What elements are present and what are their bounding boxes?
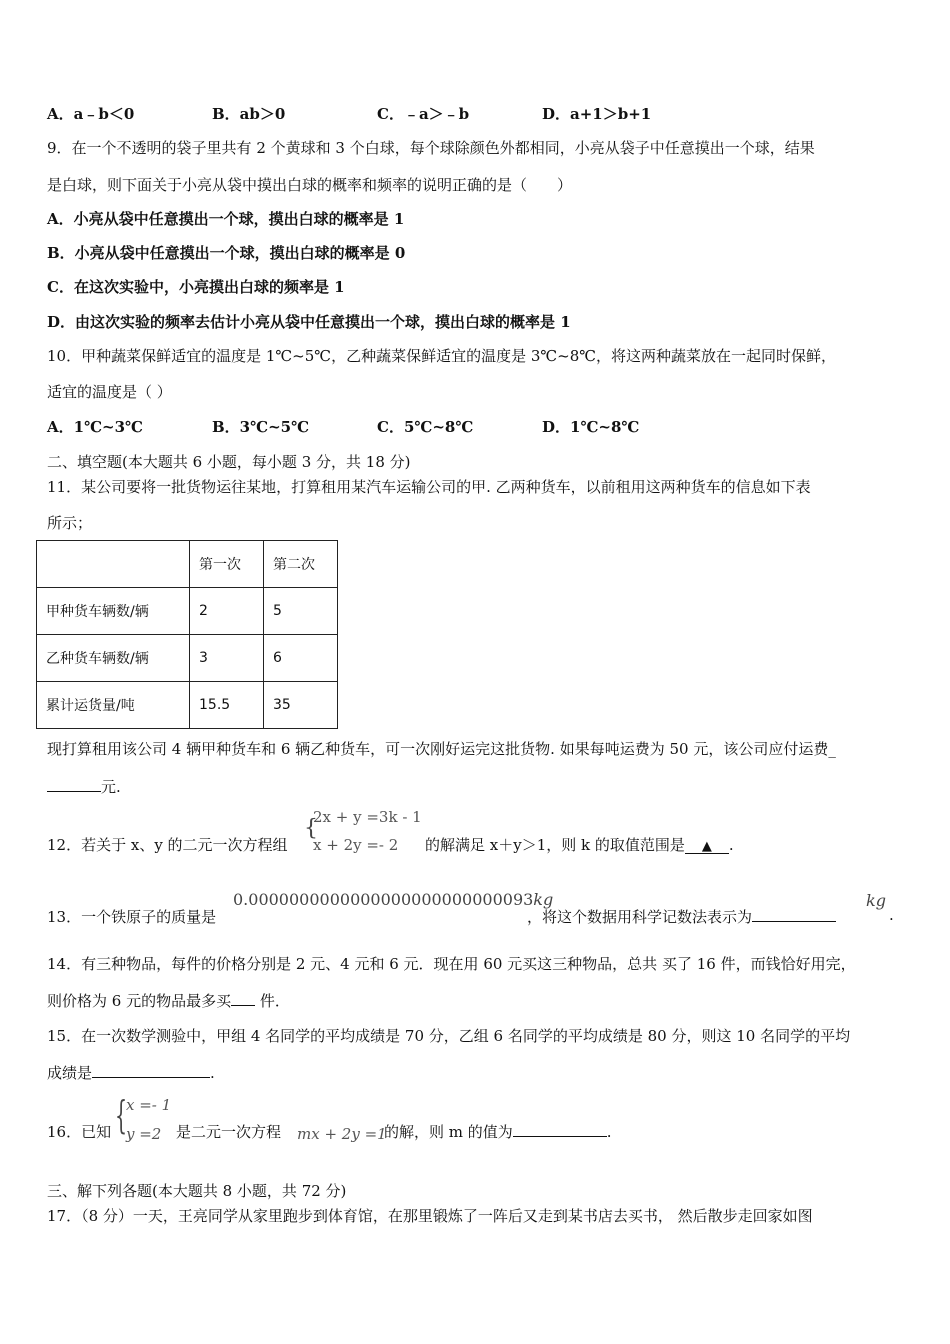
q10-stem-line1: 10．甲种蔬菜保鲜适宜的温度是 1℃~5℃，乙种蔬菜保鲜适宜的温度是 3℃~8℃，将这两种蔬菜放在一起同时保鲜， bbox=[47, 347, 837, 365]
q15-end: . bbox=[210, 1064, 215, 1082]
answer-blank[interactable] bbox=[513, 1122, 607, 1137]
q11-after-line2-wrap bbox=[47, 776, 121, 797]
answer-blank[interactable] bbox=[92, 1063, 210, 1078]
q13-end: . bbox=[889, 906, 894, 924]
q8-option-c: C．﹣a＞﹣b bbox=[377, 105, 470, 123]
q15-line2-prefix: 成绩是 bbox=[47, 1064, 93, 1082]
q16-eq1: x =- 1 bbox=[126, 1096, 172, 1114]
q13-unit: kg bbox=[533, 890, 554, 909]
q9-option-c: C．在这次实验中，小亮摸出白球的频率是 1 bbox=[47, 278, 345, 296]
left-brace-icon: { bbox=[115, 1093, 128, 1137]
q10-option-c: C．5℃~8℃ bbox=[377, 418, 474, 436]
q8-option-d: D．a+1＞b+1 bbox=[542, 105, 652, 123]
q9-option-d: D．由这次实验的频率去估计小亮从袋中任意摸出一个球，摸出白球的概率是 1 bbox=[47, 313, 571, 331]
table-cell: 6 bbox=[264, 635, 338, 682]
q14-line2-wrap bbox=[47, 990, 290, 1011]
answer-blank[interactable] bbox=[752, 907, 836, 922]
table-header-cell: 第一次 bbox=[190, 541, 264, 588]
q8-option-a: A．a﹣b＜0 bbox=[47, 105, 135, 123]
q14-line2-prefix: 则价格为 6 元的物品最多买 bbox=[47, 992, 232, 1010]
q15-line2-wrap bbox=[47, 1062, 215, 1083]
q9-stem-line2: 是白球，则下面关于小亮从袋中摸出白球的概率和频率的说明正确的是（ ） bbox=[47, 176, 573, 194]
q16-end: . bbox=[606, 1123, 612, 1141]
q10-stem-line2: 适宜的温度是（ ） bbox=[47, 383, 172, 401]
table-cell: 5 bbox=[264, 588, 338, 635]
q11-stem-line2: 所示； bbox=[47, 514, 93, 532]
table-cell: 3 bbox=[190, 635, 264, 682]
q11-after-line2: 元. bbox=[101, 778, 121, 796]
q16-suffix-wrap bbox=[384, 1121, 612, 1142]
q10-option-a: A．1℃~3℃ bbox=[47, 418, 144, 436]
q16-middle: 是二元一次方程 bbox=[176, 1123, 282, 1141]
answer-blank[interactable] bbox=[47, 777, 101, 792]
q11-after-line1: 现打算租用该公司 4 辆甲种货车和 6 辆乙种货车，可一次刚好运完这批货物. 如果每吨运费为 50 元，该公司应付运费_ bbox=[47, 740, 836, 758]
q16-equation: mx + 2y =1 bbox=[297, 1125, 387, 1143]
section3-title: 三、解下列各题(本大题共 8 小题，共 72 分) bbox=[47, 1182, 347, 1200]
q13-middle-wrap bbox=[527, 906, 836, 927]
table-cell: 2 bbox=[190, 588, 264, 635]
section2-title: 二、填空题(本大题共 6 小题，每小题 3 分，共 18 分) bbox=[47, 453, 411, 471]
q16-eq2: y =2 bbox=[126, 1125, 162, 1143]
q10-option-b: B．3℃~5℃ bbox=[212, 418, 310, 436]
answer-blank[interactable] bbox=[685, 838, 729, 854]
q9-stem-line1: 9．在一个不透明的袋子里共有 2 个黄球和 3 个白球，每个球除颜色外都相同，小亮从袋子中任意摸出一个球，结果 bbox=[47, 139, 815, 157]
table-row bbox=[37, 635, 338, 682]
q8-option-b: B．ab＞0 bbox=[212, 105, 286, 123]
q15-line1: 15．在一次数学测验中，甲组 4 名同学的平均成绩是 70 分，乙组 6 名同学的平均成绩是 80 分，则这 10 名同学的平均 bbox=[47, 1027, 851, 1045]
q12-end: . bbox=[728, 836, 734, 854]
answer-blank[interactable] bbox=[231, 991, 255, 1006]
q9-option-b: B．小亮从袋中任意摸出一个球，摸出白球的概率是 0 bbox=[47, 244, 406, 262]
q13-value: 0.0000000000000000000000000093 bbox=[233, 890, 534, 909]
q12-suffix: 的解满足 x＋y＞1，则 k 的取值范围是 bbox=[425, 836, 685, 854]
left-brace-icon: { bbox=[304, 816, 318, 841]
q14-line2-suffix: 件． bbox=[255, 992, 290, 1010]
table-cell: 甲种货车辆数/辆 bbox=[37, 588, 190, 635]
q12-suffix-wrap bbox=[425, 834, 734, 855]
q12-eq1: 2x + y =3k - 1 bbox=[313, 808, 422, 826]
q12-eq2: x + 2y =- 2 bbox=[313, 836, 399, 854]
table-cell: 15.5 bbox=[190, 682, 264, 729]
triangle-marker-icon: ▲ bbox=[701, 839, 712, 854]
table-header-row bbox=[37, 541, 338, 588]
q17-line1: 17．（8 分）一天，王亮同学从家里跑步到体育馆，在那里锻炼了一阵后又走到某书店去买书， 然后散步走回家如图 bbox=[47, 1207, 813, 1225]
q10-option-d: D．1℃~8℃ bbox=[542, 418, 640, 436]
table-cell: 35 bbox=[264, 682, 338, 729]
q12-prefix: 12．若关于 x、y 的二元一次方程组 bbox=[47, 836, 288, 854]
q9-option-a: A．小亮从袋中任意摸出一个球，摸出白球的概率是 1 bbox=[47, 210, 405, 228]
q16-prefix: 16．已知 bbox=[47, 1123, 112, 1141]
q11-stem-line1: 11．某公司要将一批货物运往某地，打算租用某汽车运输公司的甲. 乙两种货车，以前租用这两种货车的信息如下表 bbox=[47, 478, 811, 496]
q13-value-wrap bbox=[233, 890, 553, 909]
q13-middle: ，将这个数据用科学记数法表示为 bbox=[527, 908, 753, 926]
q11-table bbox=[36, 540, 338, 729]
q16-suffix: 的解，则 m 的值为 bbox=[384, 1123, 513, 1141]
q13-prefix: 13．一个铁原子的质量是 bbox=[47, 908, 217, 926]
q13-unit2: kg bbox=[866, 891, 886, 910]
table-row bbox=[37, 588, 338, 635]
table-cell bbox=[37, 541, 190, 588]
table-cell: 累计运货量/吨 bbox=[37, 682, 190, 729]
table-row bbox=[37, 682, 338, 729]
table-header-cell: 第二次 bbox=[264, 541, 338, 588]
q14-line1: 14．有三种物品，每件的价格分别是 2 元、4 元和 6 元．现在用 60 元买这三种物品，总共 买了 16 件，而钱恰好用完， bbox=[47, 955, 856, 973]
table-cell: 乙种货车辆数/辆 bbox=[37, 635, 190, 682]
